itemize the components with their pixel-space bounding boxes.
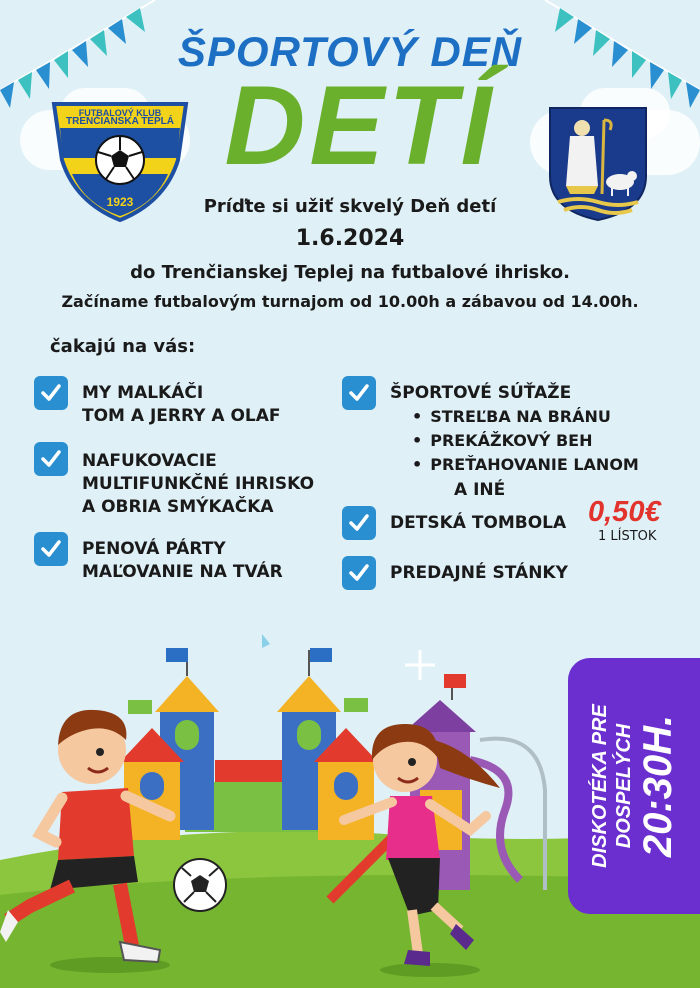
list-item [34,532,283,584]
disco-banner [568,658,700,914]
info-date: 1.6.2024 [295,226,405,251]
sports-list-item: • PREŤAHOVANIE LANOM [412,453,639,477]
item-text: A OBRIA SMÝKAČKA [82,497,274,517]
sports-list-item: • STREĽBA NA BRÁNU [412,405,639,429]
item-text: MY MALKÁČI [82,383,204,403]
disco-line1: DISKOTÉKA PRE [589,704,611,868]
sports-list [412,405,639,477]
disco-line2: DOSPELÝCH [613,723,635,849]
sports-more: A INÉ [454,480,506,500]
item-text: PENOVÁ PÁRTY [82,539,226,559]
list-item [342,506,566,540]
awaits-label: čakajú na vás: [50,336,196,357]
item-text: TOM A JERRY A OLAF [82,406,281,426]
tombola-price: 0,50€ [588,496,661,528]
info-line3: do Trenčianskej Teplej na futbalové ihrisko. [130,262,570,283]
club-logo-year: 1923 [106,195,134,209]
item-text: MULTIFUNKČNÉ IHRISKO [82,474,315,494]
list-item [342,556,568,590]
list-item [34,442,314,519]
check-icon [342,376,376,410]
tombola-ticket: 1 LÍSTOK [598,529,657,544]
title-line2: DETÍ [224,63,496,188]
sports-list-item: • PREKÁŽKOVÝ BEH [412,429,639,453]
check-icon [34,376,68,410]
disco-time: 20:30H. [636,714,680,858]
item-text: DETSKÁ TOMBOLA [390,513,567,533]
check-icon [342,506,376,540]
info-line1: Príďte si užiť skvelý Deň detí [203,196,497,217]
item-text: NAFUKOVACIE [82,451,217,471]
check-icon [342,556,376,590]
list-item [34,376,281,428]
club-logo-name: TRENČIANSKA TEPLÁ [66,116,174,127]
title-line1: ŠPORTOVÝ DEŇ [177,28,523,75]
check-icon [34,532,68,566]
check-icon [34,442,68,476]
info-line4: Začíname futbalovým turnajom od 10.00h a zábavou od 14.00h. [61,292,639,311]
item-text: MAĽOVANIE NA TVÁR [82,562,283,582]
item-text: ŠPORTOVÉ SÚŤAŽE [390,383,572,403]
item-text: PREDAJNÉ STÁNKY [390,563,568,583]
club-logo-top-text: FUTBALOVÝ KLUB [78,108,162,118]
